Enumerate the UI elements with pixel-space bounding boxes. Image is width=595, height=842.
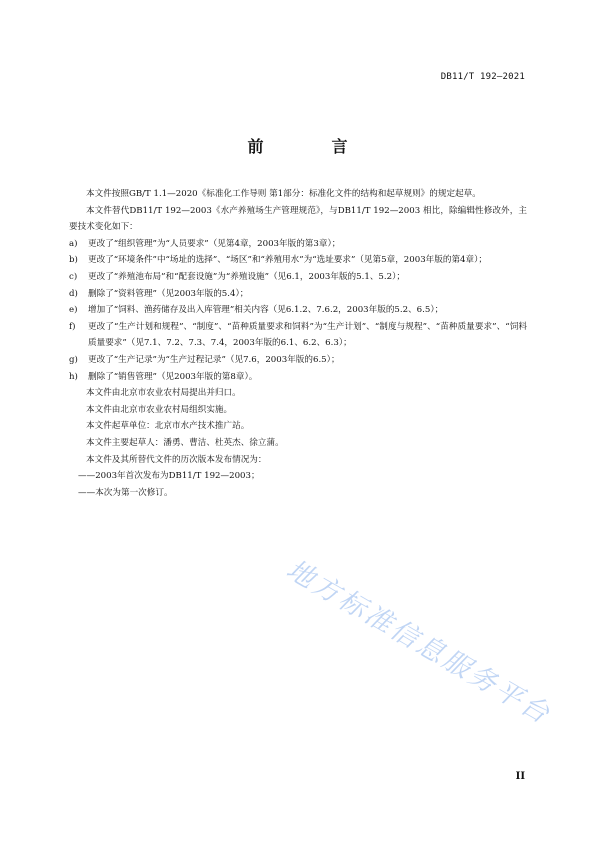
changes-list (69, 236, 527, 385)
drafters-paragraph: 本文件主要起草人：潘勇、曹洁、杜英杰、徐立蒲。 (86, 437, 284, 448)
list-item (69, 286, 527, 303)
proposed-by-paragraph: 本文件由北京市农业农村局提出并归口。 (86, 388, 241, 399)
list-marker: f) (69, 321, 76, 332)
list-marker: d) (69, 288, 78, 299)
list-marker: e) (69, 305, 78, 316)
standard-code: DB11/T 192—2021 (440, 72, 525, 82)
organized-by-paragraph: 本文件由北京市农业农村局组织实施。 (86, 404, 233, 415)
list-item (69, 352, 527, 369)
list-item-text: 增加了“饲料、渔药储存及出入库管理”相关内容（见6.1.2、7.6.2，2003年版的5.2、6.5）； (88, 305, 444, 316)
list-item (69, 302, 527, 319)
list-item (69, 252, 527, 269)
page-title: 前 言 (247, 137, 374, 156)
list-marker: c) (69, 271, 78, 282)
list-item (69, 369, 527, 386)
list-marker: b) (69, 255, 78, 266)
list-item-text: 更改了“组织管理”为“人员要求”（见第4章，2003年版的第3章）； (88, 238, 341, 249)
list-item (69, 269, 527, 286)
list-item (69, 319, 527, 352)
history-entry: ——2003年首次发布为DB11/T 192—2003； (78, 471, 260, 482)
drafting-rules-paragraph: 本文件按照GB/T 1.1—2020《标准化工作导则 第1部分：标准化文件的结构和起草规则》的规定起草。 (86, 189, 481, 199)
replaces-paragraph: 本文件替代DB11/T 192—2003《水产养殖场生产管理规范》，与DB11/T 192—2003 相比，除编辑性修改外，主要技术变化如下： (69, 205, 527, 233)
history-entry: ——本次为第一次修订。 (78, 487, 173, 498)
watermark: 地方标准信息服务平台 (281, 554, 557, 731)
page-number: II (515, 771, 525, 782)
drafting-unit-paragraph: 本文件起草单位：北京市水产技术推广站。 (86, 421, 250, 432)
document-body (69, 186, 527, 501)
list-item-text: 更改了“生产计划和规程”、“制度”、“苗种质量要求和饲料”为“生产计划”、“制度与规程”、“苗种质量要求”、“饲料质量要求”（见7.1、7.2、7.3、7.4，2003年版的6.1、6.2、6.3）； (88, 321, 527, 349)
list-item-text: 删除了“资料管理”（见2003年版的5.4）； (88, 288, 249, 299)
list-marker: a) (69, 238, 78, 249)
list-marker: g) (69, 354, 78, 365)
list-item (69, 236, 527, 253)
list-item-text: 更改了“生产记录”为“生产过程记录”（见7.6，2003年版的6.5）； (88, 354, 340, 365)
list-marker: h) (69, 371, 78, 382)
history-intro-paragraph: 本文件及其所替代文件的历次版本发布情况为： (86, 454, 267, 465)
list-item-text: 删除了“销售管理”（见2003年版的第8章）。 (88, 371, 258, 382)
list-item-text: 更改了“环境条件”中“场址的选择”、“场区”和“养殖用水”为“选址要求”（见第5章，2003年版的第4章）； (88, 255, 488, 266)
list-item-text: 更改了“养殖池布局”和“配套设施”为“养殖设施”（见6.1，2003年版的5.1、5.2）； (88, 271, 405, 282)
